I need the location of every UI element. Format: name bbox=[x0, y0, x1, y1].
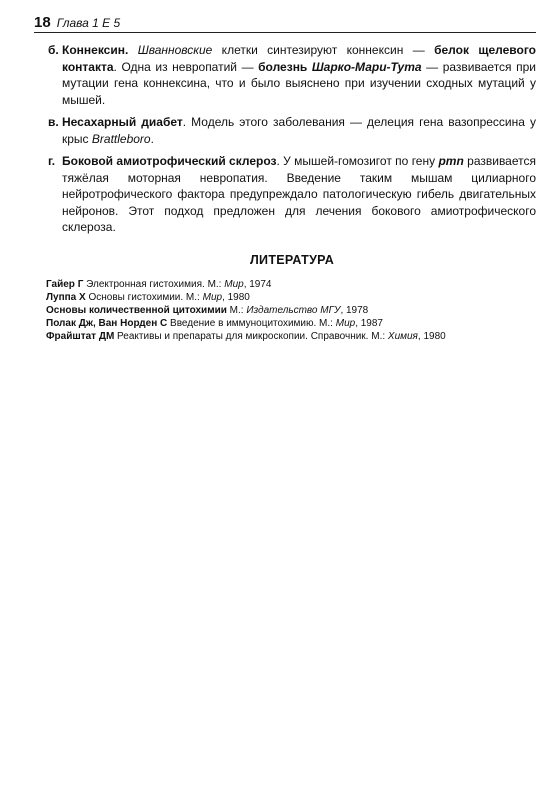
text-run: . У мышей-гомозигот по гену bbox=[276, 154, 439, 168]
list-marker: г. bbox=[48, 154, 56, 168]
list-item-text bbox=[62, 153, 536, 236]
emphasis-text: Шванновские bbox=[137, 43, 213, 57]
page-content bbox=[48, 42, 536, 343]
text-run: Основы гистохимии. М.: bbox=[85, 292, 203, 303]
text-run: , 1974 bbox=[243, 279, 272, 290]
text-run: М.: bbox=[226, 305, 247, 316]
reference-entry bbox=[46, 291, 536, 304]
emphasis-text: Мир bbox=[335, 318, 356, 329]
text-run: развивается тяжёлая моторная невропатия. Введение таким мышам цилиарного нейротрофического фактора предупреждало патологическую гибель двигательных нейронов. Этот подход предложен для лечения бокового амиотрофического склероза. bbox=[62, 154, 536, 234]
emphasis-text: Луппа Х bbox=[46, 292, 86, 303]
reference-entry bbox=[46, 317, 536, 330]
text-run: . bbox=[150, 131, 154, 146]
emphasis-text: Полак Дж, Ван Норден С bbox=[46, 318, 168, 329]
emphasis-text: Основы количественной цитохимии bbox=[46, 305, 227, 316]
emphasis-text: Шарко-Мари-Тута bbox=[311, 59, 422, 74]
page-number: 18 bbox=[34, 14, 51, 31]
reference-list bbox=[46, 278, 536, 343]
emphasis-text: болезнь bbox=[258, 59, 308, 74]
emphasis-text: Коннексин. bbox=[62, 43, 129, 57]
emphasis-text: Химия bbox=[387, 331, 418, 342]
text-run: , 1987 bbox=[355, 318, 383, 329]
reference-entry bbox=[46, 304, 536, 317]
text-run: , 1980 bbox=[222, 292, 250, 303]
emphasis-text: Боковой амиотрофический склероз bbox=[62, 154, 277, 168]
emphasis-text: Мир bbox=[224, 279, 244, 290]
emphasis-text: Brattleboro bbox=[91, 131, 151, 146]
list-item bbox=[48, 42, 536, 108]
running-head: Глава 1 Е 5 bbox=[56, 16, 121, 30]
emphasis-text: Мир bbox=[202, 292, 223, 303]
text-run: — развивается при мутации гена коннексина, что и было выяснено при изучении сходных мутаций у мышей. bbox=[62, 59, 536, 107]
literature-heading: ЛИТЕРАТУРА bbox=[249, 252, 335, 267]
list-marker: в. bbox=[48, 115, 59, 129]
text-run: Введение в иммуноцитохимию. М.: bbox=[167, 318, 336, 329]
text-run bbox=[128, 43, 137, 57]
reference-entry bbox=[46, 278, 536, 291]
text-run: Электронная гистохимия. М.: bbox=[83, 279, 225, 290]
emphasis-text: белок щелевого контакта bbox=[62, 43, 536, 74]
emphasis-text: Несахарный диабет bbox=[62, 115, 183, 129]
reference-entry bbox=[46, 330, 536, 343]
list-item bbox=[48, 114, 536, 147]
list-item bbox=[48, 153, 536, 236]
emphasis-text: Фрайштат ДМ bbox=[46, 331, 115, 342]
emphasis-text: pmn bbox=[438, 154, 464, 168]
text-run: Реактивы и препараты для микроскопии. Справочник. М.: bbox=[114, 331, 388, 342]
page-header bbox=[34, 10, 536, 33]
text-run: , 1980 bbox=[417, 331, 446, 342]
list-item-text bbox=[62, 114, 536, 147]
text-run: . Модель этого заболевания — делеция гена вазопрессина у крыс bbox=[62, 115, 536, 146]
list-item-text bbox=[62, 42, 536, 108]
text-run: , 1978 bbox=[340, 305, 369, 316]
emphasis-text: Гайер Г bbox=[46, 279, 84, 290]
text-run: клетки синтезируют коннексин — bbox=[212, 43, 435, 57]
emphasis-text: Издательство МГУ bbox=[246, 305, 341, 316]
text-run: . Одна из невропатий — bbox=[113, 59, 259, 74]
item-list bbox=[48, 42, 536, 236]
list-marker: б. bbox=[48, 43, 59, 57]
